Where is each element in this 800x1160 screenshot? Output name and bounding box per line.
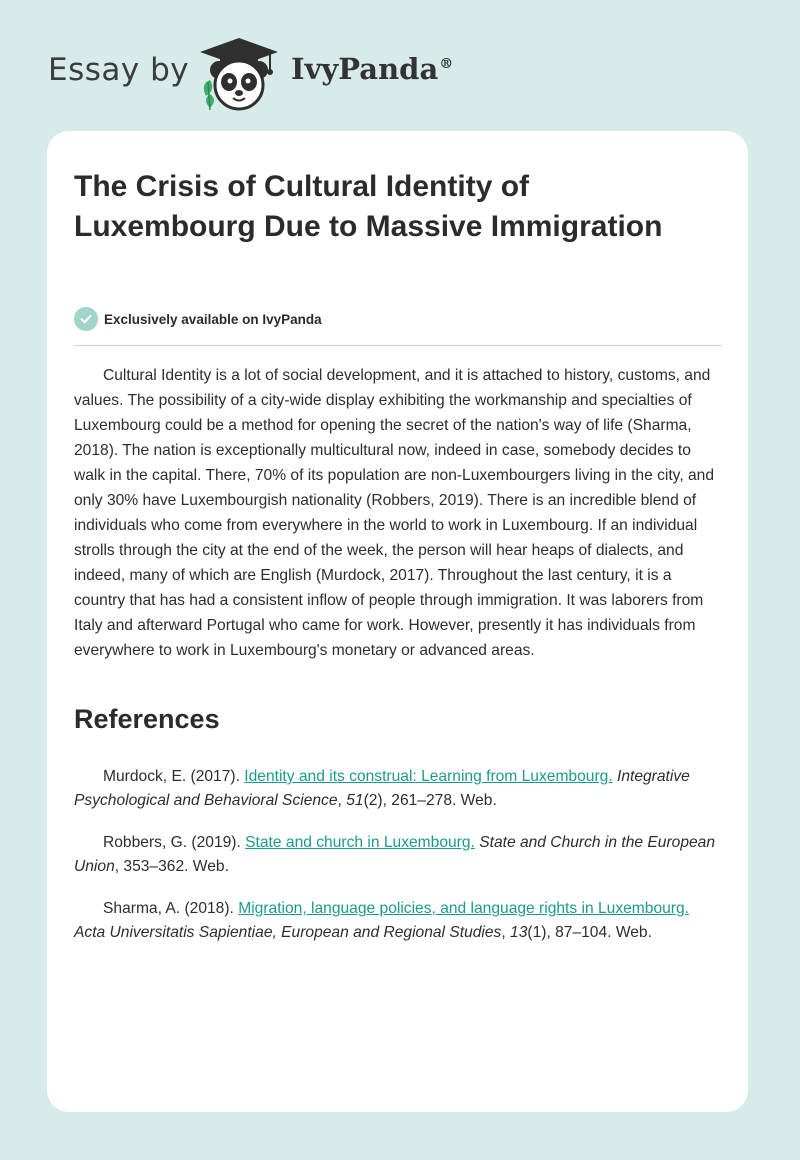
brand-name[interactable]: IvyPanda® <box>291 52 454 86</box>
panda-logo-icon[interactable] <box>198 36 280 112</box>
reference-link[interactable]: Migration, language policies, and language rights in Luxembourg. <box>238 900 689 917</box>
divider <box>74 345 722 346</box>
exclusive-badge <box>74 306 322 332</box>
site-header <box>48 34 768 114</box>
essay-title: The Crisis of Cultural Identity of Luxembourg Due to Massive Immigration <box>74 170 663 243</box>
references-heading: References <box>74 704 220 734</box>
reference-link[interactable]: State and church in Luxembourg. <box>245 834 475 851</box>
essay-by-label: Essay by <box>48 52 190 88</box>
essay-body: Cultural Identity is a lot of social development, and it is attached to history, customs, and values. The possibility of a city-wide display exhibiting the workmanship and specialties of Luxembourg could be a method for opening the secret of the nation's way of life (Sharma, 2018). The nation is exceptionally multicultural now, indeed in case, somebody decides to walk in the capital. There, 70% of its population are non-Luxembourgers living in the city, and only 30% have Luxembourgish nationality (Robbers, 2019). There is an incredible blend of individuals who come from everywhere in the world to work in Luxembourg. If an individual strolls through the city at the end of the week, the person will hear heaps of dialects, and indeed, many of which are English (Murdock, 2017). Throughout the last century, it is a country that has had a consistent inflow of people through immigration. It was laborers from Italy and afterward Portugal who came for work. However, presently it has individuals from everywhere to work in Luxembourg's monetary or advanced areas. <box>74 367 714 659</box>
exclusive-label: Exclusively available on IvyPanda <box>104 311 322 327</box>
reference-link[interactable]: Identity and its construal: Learning from Luxembourg. <box>244 768 613 785</box>
registered-mark: ® <box>439 56 454 73</box>
essay-card <box>47 131 748 1112</box>
checkmark-icon <box>74 307 98 331</box>
reference-item: Robbers, G. (2019). State and church in Luxembourg. State and Church in the European Union, 353–362. Web. <box>74 834 716 875</box>
reference-item: Sharma, A. (2018). Migration, language policies, and language rights in Luxembourg. Acta Universitatis Sapientiae, European and Regional Studies, 13(1), 87–104. Web. <box>74 900 689 941</box>
reference-item: Murdock, E. (2017). Identity and its construal: Learning from Luxembourg. Integrative Psychological and Behavioral Science, 51(2), 261–278. Web. <box>74 768 690 809</box>
